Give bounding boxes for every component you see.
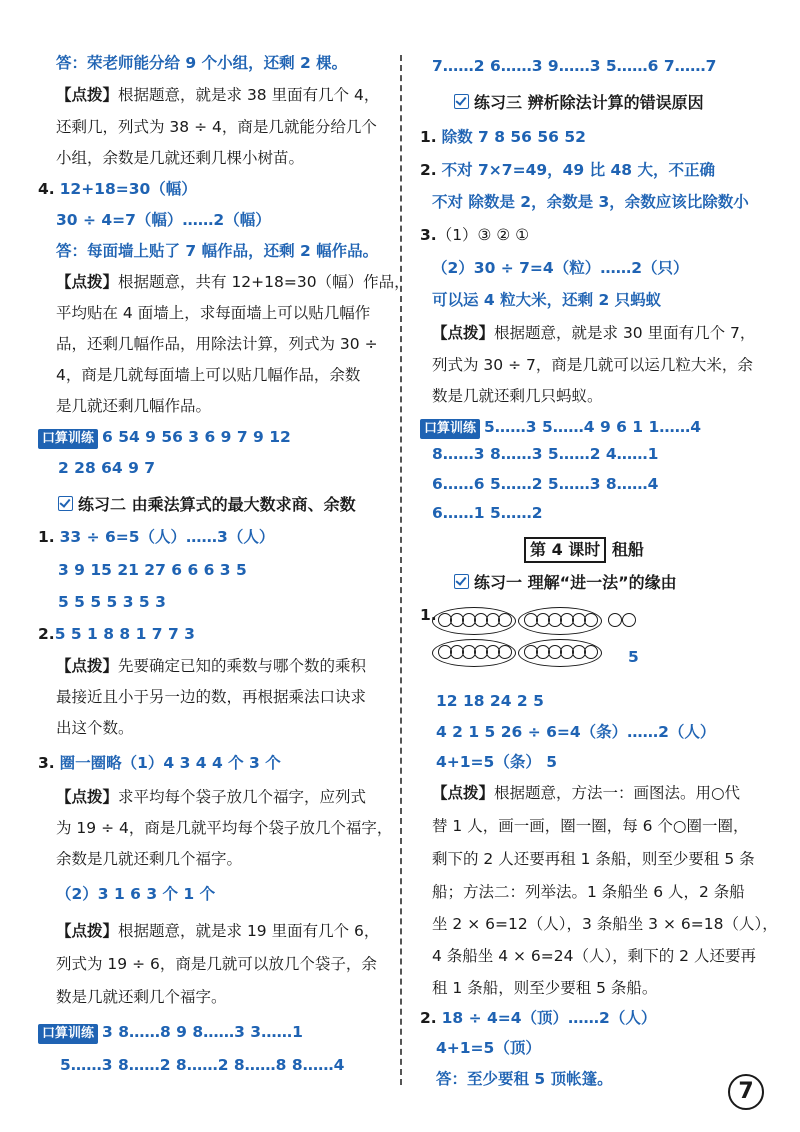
text-line: 是几就还剩几幅作品。 bbox=[56, 397, 212, 415]
question-number: 3. bbox=[420, 226, 437, 244]
section-title-4 bbox=[454, 572, 677, 594]
text-line: 数是几就还剩几个福字。 bbox=[56, 988, 227, 1006]
answer-line: 12 18 24 2 5 bbox=[436, 692, 544, 710]
question-1 bbox=[38, 526, 274, 548]
hint-text: 求平均每个袋子放几个福字，应列式 bbox=[118, 788, 367, 806]
answer-line: 6……6 5……2 5……3 8……4 bbox=[432, 475, 659, 493]
lesson-heading bbox=[524, 537, 644, 563]
question-number: 1. bbox=[420, 128, 437, 146]
oral-practice-badge: 口算训练 bbox=[420, 419, 480, 439]
hint-line bbox=[56, 920, 379, 942]
answer-line: 4+1=5（条） 5 bbox=[436, 753, 558, 771]
question-4 bbox=[38, 178, 197, 200]
answer-text: 3 8……8 9 8……3 3……1 bbox=[102, 1023, 303, 1041]
answer-line: 5 bbox=[628, 648, 639, 666]
text-line: 列式为 30 ÷ 7，商是几就可以运几粒大米，余 bbox=[432, 356, 753, 374]
question-3 bbox=[38, 752, 281, 774]
text-line: 为 19 ÷ 4，商是几就平均每个袋子放几个福字， bbox=[56, 819, 393, 837]
section-title-text: 练习一 理解“进一法”的缘由 bbox=[474, 573, 677, 592]
answer-line: 6……1 5……2 bbox=[432, 504, 543, 522]
text-line: 列式为 19 ÷ 6，商是几就可以放几个袋子，余 bbox=[56, 955, 377, 973]
page-number: 7 bbox=[728, 1074, 764, 1110]
text-line: 平均贴在 4 面墙上，求每面墙上可以贴几幅作 bbox=[56, 304, 371, 322]
column-divider bbox=[400, 55, 402, 1085]
hint-text: 先要确定已知的乘数与哪个数的乘积 bbox=[118, 657, 367, 675]
question-number: 4. bbox=[38, 180, 55, 198]
answer-text: 6 54 9 56 3 6 9 7 9 12 bbox=[102, 428, 291, 446]
person-circle-icon bbox=[622, 613, 636, 627]
answer-line: 可以运 4 粒大米，还剩 2 只蚂蚁 bbox=[432, 291, 662, 309]
hint-text: 根据题意，就是求 30 里面有几个 7， bbox=[494, 324, 756, 342]
answer-line: 5……3 8……2 8……2 8……8 8……4 bbox=[60, 1056, 345, 1074]
question-2 bbox=[420, 1007, 656, 1029]
text-line: 剩下的 2 人还要再租 1 条船，则至少要租 5 条 bbox=[432, 850, 755, 868]
hint-text: 根据题意，方法一：画图法。用○代 bbox=[494, 784, 741, 802]
checkbox-icon bbox=[454, 574, 469, 589]
hint-line bbox=[432, 322, 755, 344]
oral-practice-line bbox=[420, 416, 701, 439]
text-line: 船；方法二：列举法。1 条船坐 6 人，2 条船 bbox=[432, 883, 745, 901]
question-1 bbox=[420, 126, 586, 148]
text-line: 最接近且小于另一边的数，再根据乘法口诀求 bbox=[56, 688, 367, 706]
text-line: 4 条船坐 4 × 6=24（人），剩下的 2 人还要再 bbox=[432, 947, 756, 965]
text-line: 4，商是几就每面墙上可以贴几幅作品，余数 bbox=[56, 366, 361, 384]
answer-text: 33 ÷ 6=5（人）……3（人） bbox=[59, 528, 275, 546]
person-circle-icon bbox=[498, 645, 512, 659]
oral-practice-badge: 口算训练 bbox=[38, 429, 98, 449]
answer-line: 7……2 6……3 9……3 5……6 7……7 bbox=[432, 57, 717, 75]
hint-line bbox=[56, 271, 410, 293]
text-line: 租 1 条船，则至少要租 5 条船。 bbox=[432, 979, 658, 997]
answer-line: 不对 除数是 2，余数是 3，余数应该比除数小 bbox=[432, 193, 749, 211]
hint-tag: 【点拨】 bbox=[56, 922, 119, 940]
answer-text: （1）③ ② ① bbox=[436, 226, 530, 244]
hint-tag: 【点拨】 bbox=[56, 657, 119, 675]
answer-text: 18 ÷ 4=4（顶）……2（人） bbox=[441, 1009, 657, 1027]
hint-text: 根据题意，就是求 19 里面有几个 6， bbox=[118, 922, 380, 940]
answer-line: 4 2 1 5 26 ÷ 6=4（条）……2（人） bbox=[436, 723, 716, 741]
hint-tag: 【点拨】 bbox=[56, 788, 119, 806]
question-2 bbox=[420, 159, 715, 181]
answer-text: 5 5 1 8 8 1 7 7 3 bbox=[54, 625, 195, 643]
checkbox-icon bbox=[454, 94, 469, 109]
answer-line: 3 9 15 21 27 6 6 6 3 5 bbox=[58, 561, 247, 579]
hint-line bbox=[56, 786, 366, 808]
oral-practice-line bbox=[38, 426, 291, 449]
hint-line bbox=[56, 655, 366, 677]
answer-text: 5……3 5……4 9 6 1 1……4 bbox=[484, 418, 702, 436]
question-number: 2. bbox=[420, 1009, 437, 1027]
question-number: 2. bbox=[420, 161, 437, 179]
lesson-title: 租船 bbox=[611, 540, 644, 559]
lesson-number: 第 4 课时 bbox=[524, 537, 606, 563]
section-title-text: 练习三 辨析除法计算的错误原因 bbox=[474, 93, 704, 112]
person-circle-icon bbox=[498, 613, 512, 627]
text-line: 出这个数。 bbox=[56, 719, 134, 737]
hint-tag: 【点拨】 bbox=[56, 86, 119, 104]
text-line: 替 1 人，画一画，圈一圈，每 6 个○圈一圈， bbox=[432, 817, 749, 835]
text-line: 余数是几就还剩几个福字。 bbox=[56, 850, 243, 868]
person-circle-icon bbox=[584, 613, 598, 627]
answer-line: 5 5 5 5 3 5 3 bbox=[58, 593, 166, 611]
section-title-3 bbox=[454, 92, 704, 114]
hint-line bbox=[432, 782, 740, 804]
answer-line: 答：每面墙上贴了 7 幅作品，还剩 2 幅作品。 bbox=[56, 242, 379, 260]
answer-line: （2）3 1 6 3 个 1 个 bbox=[56, 885, 216, 903]
answer-line: 答：至少要租 5 顶帐篷。 bbox=[436, 1070, 613, 1088]
answer-line: 8……3 8……3 5……2 4……1 bbox=[432, 445, 659, 463]
question-number: 1. bbox=[38, 528, 55, 546]
section-title-text: 练习二 由乘法算式的最大数求商、余数 bbox=[78, 495, 356, 514]
hint-text: 根据题意，共有 12+18=30（幅）作品， bbox=[118, 273, 410, 291]
text-line: 坐 2 × 6=12（人），3 条船坐 3 × 6=18（人）， bbox=[432, 915, 778, 933]
answer-line: 4+1=5（顶） bbox=[436, 1039, 541, 1057]
hint-text: 根据题意，就是求 38 里面有几个 4， bbox=[118, 86, 380, 104]
text-line: 品，还剩几幅作品，用除法计算，列式为 30 ÷ bbox=[56, 335, 378, 353]
oral-practice-line bbox=[38, 1021, 303, 1044]
answer-line: 2 28 64 9 7 bbox=[58, 459, 156, 477]
text-line: 数是几就还剩几只蚂蚁。 bbox=[432, 387, 603, 405]
answer-text: 圈一圈略（1）4 3 4 4 个 3 个 bbox=[59, 754, 281, 772]
hint-tag: 【点拨】 bbox=[432, 784, 495, 802]
question-number: 3. bbox=[38, 754, 55, 772]
answer-line: 30 ÷ 4=7（幅）……2（幅） bbox=[56, 211, 271, 229]
answer-line: 答：荣老师能分给 9 个小组，还剩 2 棵。 bbox=[56, 54, 348, 72]
checkbox-icon bbox=[58, 496, 73, 511]
question-3 bbox=[420, 224, 529, 246]
hint-tag: 【点拨】 bbox=[432, 324, 495, 342]
hint-tag: 【点拨】 bbox=[56, 273, 119, 291]
text-line: 小组，余数是几就还剩几棵小树苗。 bbox=[56, 149, 305, 167]
person-circle-icon bbox=[608, 613, 622, 627]
person-circle-icon bbox=[584, 645, 598, 659]
answer-line: （2）30 ÷ 7=4（粒）……2（只） bbox=[432, 259, 689, 277]
answer-text: 除数 7 8 56 56 52 bbox=[441, 128, 586, 146]
question-number: 1. bbox=[420, 606, 437, 624]
text-line: 还剩几，列式为 38 ÷ 4，商是几就能分给几个 bbox=[56, 118, 377, 136]
question-number: 2. bbox=[38, 625, 55, 643]
section-title-2 bbox=[58, 494, 356, 516]
question-2 bbox=[38, 623, 195, 645]
hint-line bbox=[56, 84, 379, 106]
answer-text: 12+18=30（幅） bbox=[59, 180, 197, 198]
answer-text: 不对 7×7=49，49 比 48 大，不正确 bbox=[441, 161, 715, 179]
oral-practice-badge: 口算训练 bbox=[38, 1024, 98, 1044]
